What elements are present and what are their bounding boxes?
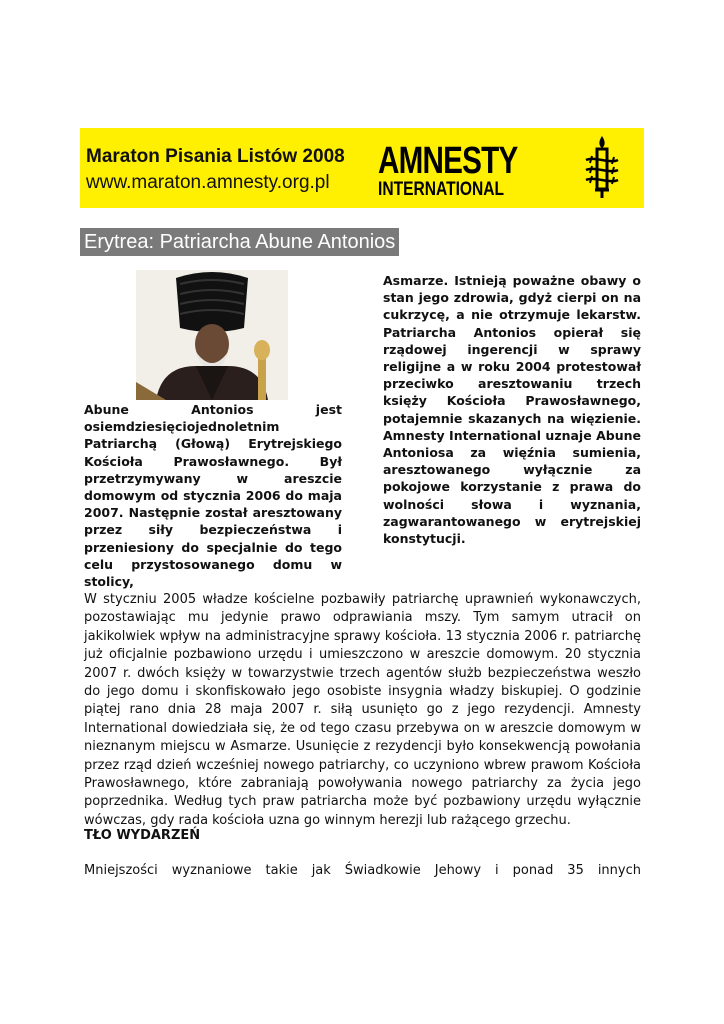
article-heading: Erytrea: Patriarcha Abune Antonios [80, 228, 399, 256]
section-title: TŁO WYDARZEŃ [84, 828, 201, 843]
logo-wordmark-bottom: INTERNATIONAL [378, 179, 505, 200]
body-paragraph: W styczniu 2005 władze kościelne pozbawiły patriarchę uprawnień wykonawczych, pozostawiając mu jedynie prawo odprawiania mszy. Tym samym utracił on jakikolwiek wpływ na administracyjne sprawy kościoła. 13 stycznia 2006 r. patriarchę już oficjalnie pozbawiono urzędu i umieszczono w areszcie domowym. 20 stycznia 2007 r. dwóch księży w towarzystwie trzech agentów służb bezpieczeństwa weszło do jego domu i skonfiskowało jego osobiste insygnia władzy biskupiej. O godzinie piątej rano dnia 28 maja 2007 r. siłą usunięto go z jego rezydencji. Amnesty International dowiedziała się, że od tego czasu przebywa on w areszcie domowym w nieznanym miejscu w Asmarze. Usunięcie z rezydencji było konsekwencją powołania przez rząd dzień wcześniej nowego patriarchy, co uczyniono wbrew prawom Kościoła Prawosławnego, które zabraniają powoływania nowego patriarchy za życia jego poprzednika. Według tych praw patriarcha może być pozbawiony urzędu wyłącznie wówczas, gdy rada kościoła uzna go winnym herezji lub rażącego grzechu. [84, 592, 641, 828]
candle-barbed-wire-icon [580, 134, 624, 202]
amnesty-logo [378, 142, 557, 199]
section-first-line: Mniejszości wyznaniowe takie jak Świadkowie Jehowy i ponad 35 innych [84, 863, 641, 878]
right-column-text: Asmarze. Istnieją poważne obawy o stan jego zdrowia, gdyż cierpi on na cukrzycę, a nie otrzymuje lekarstw. Patriarcha Antonios opierał się rządowej ingerencji w sprawy religijne a w roku 2004 protestował przeciwko aresztowaniu trzech księży Kościoła Prawosławnego, potajemnie skazanych na więzienie. Amnesty International uznaje Abune Antoniosa za więźnia sumienia, aresztowanego wyłącznie za pokojowe korzystanie z prawa do wolności słowa i wyznania, zagwarantowanego w erytrejskiej konstytucji. [383, 273, 641, 547]
logo-wordmark-top: AMNESTY [378, 140, 518, 182]
campaign-url[interactable]: www.maraton.amnesty.org.pl [86, 172, 330, 193]
patriarch-photo [136, 270, 288, 400]
campaign-banner [80, 128, 644, 208]
left-column-text: Abune Antonios jest osiemdziesięciojednoletnim Patriarchą (Głową) Erytrejskiego Kościoła Prawosławnego. Był przetrzymywany w areszcie domowym od stycznia 2006 do maja 2007. Następnie został aresztowany przez siły bezpieczeństwa i przeniesiony do specjalnie do tego celu przystosowanego domu w stolicy, [84, 402, 342, 590]
campaign-title: Maraton Pisania Listów 2008 [86, 146, 345, 167]
